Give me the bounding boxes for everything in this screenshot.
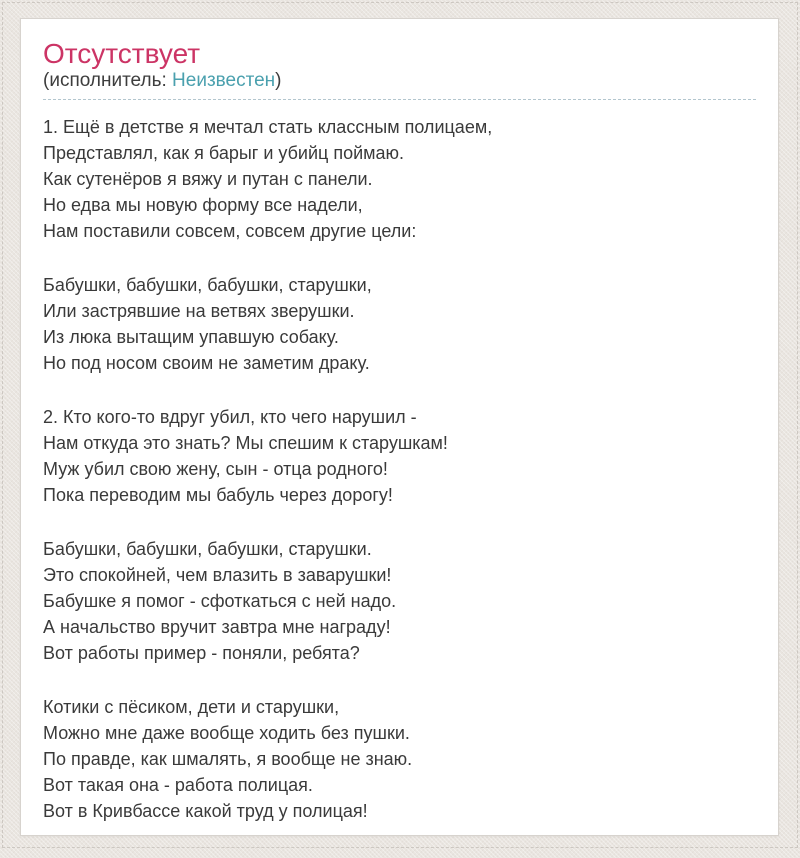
- artist-link[interactable]: Неизвестен: [172, 70, 276, 91]
- stanza-3: [43, 404, 756, 508]
- lyric-line: Нам откуда это знать? Мы спешим к старушкам!: [43, 433, 448, 453]
- lyric-line: Вот работы пример - поняли, ребята?: [43, 643, 360, 663]
- artist-line-close-paren: ): [275, 70, 282, 91]
- stanza-1: [43, 114, 756, 244]
- lyric-line: Из люка вытащим упавшую собаку.: [43, 327, 339, 347]
- lyric-line: Котики с пёсиком, дети и старушки,: [43, 697, 340, 717]
- lyric-line: Но под носом своим не заметим драку.: [43, 353, 370, 373]
- lyric-line: Но едва мы новую форму все надели,: [43, 195, 363, 215]
- lyric-line: Это спокойней, чем влазить в заварушки!: [43, 565, 392, 585]
- lyric-line: А начальство вручит завтра мне награду!: [43, 617, 391, 637]
- lyric-line: Вот такая она - работа полицая.: [43, 775, 313, 795]
- song-title: Отсутствует: [43, 38, 201, 69]
- lyric-line: Нам поставили совсем, совсем другие цели:: [43, 221, 417, 241]
- lyric-line: Представлял, как я барыг и убийц поймаю.: [43, 143, 405, 163]
- lyric-line: Бабушке я помог - сфоткаться с ней надо.: [43, 591, 397, 611]
- lyric-line: Или застрявшие на ветвях зверушки.: [43, 301, 355, 321]
- lyric-line: 2. Кто кого-то вдруг убил, кто чего нарушил -: [43, 407, 417, 427]
- lyric-line: Бабушки, бабушки, бабушки, старушки.: [43, 539, 372, 559]
- lyric-line: Можно мне даже вообще ходить без пушки.: [43, 723, 410, 743]
- lyrics-card: [20, 18, 779, 836]
- stanza-2: [43, 272, 756, 376]
- lyric-line: Пока переводим мы бабуль через дорогу!: [43, 485, 393, 505]
- lyric-line: 1. Ещё в детстве я мечтал стать классным полицаем,: [43, 117, 493, 137]
- lyric-line: Как сутенёров я вяжу и путан с панели.: [43, 169, 373, 189]
- lyric-line: По правде, как шмалять, я вообще не знаю.: [43, 749, 413, 769]
- artist-line: [43, 69, 756, 99]
- stanza-5: [43, 694, 756, 824]
- lyrics-text: [43, 114, 756, 824]
- lyric-line: Вот в Кривбассе какой труд у полицая!: [43, 801, 368, 821]
- stanza-4: [43, 536, 756, 666]
- artist-label: (исполнитель:: [43, 70, 173, 91]
- header-divider: [43, 99, 756, 100]
- lyric-line: Муж убил свою жену, сын - отца родного!: [43, 459, 388, 479]
- lyric-line: Бабушки, бабушки, бабушки, старушки,: [43, 275, 372, 295]
